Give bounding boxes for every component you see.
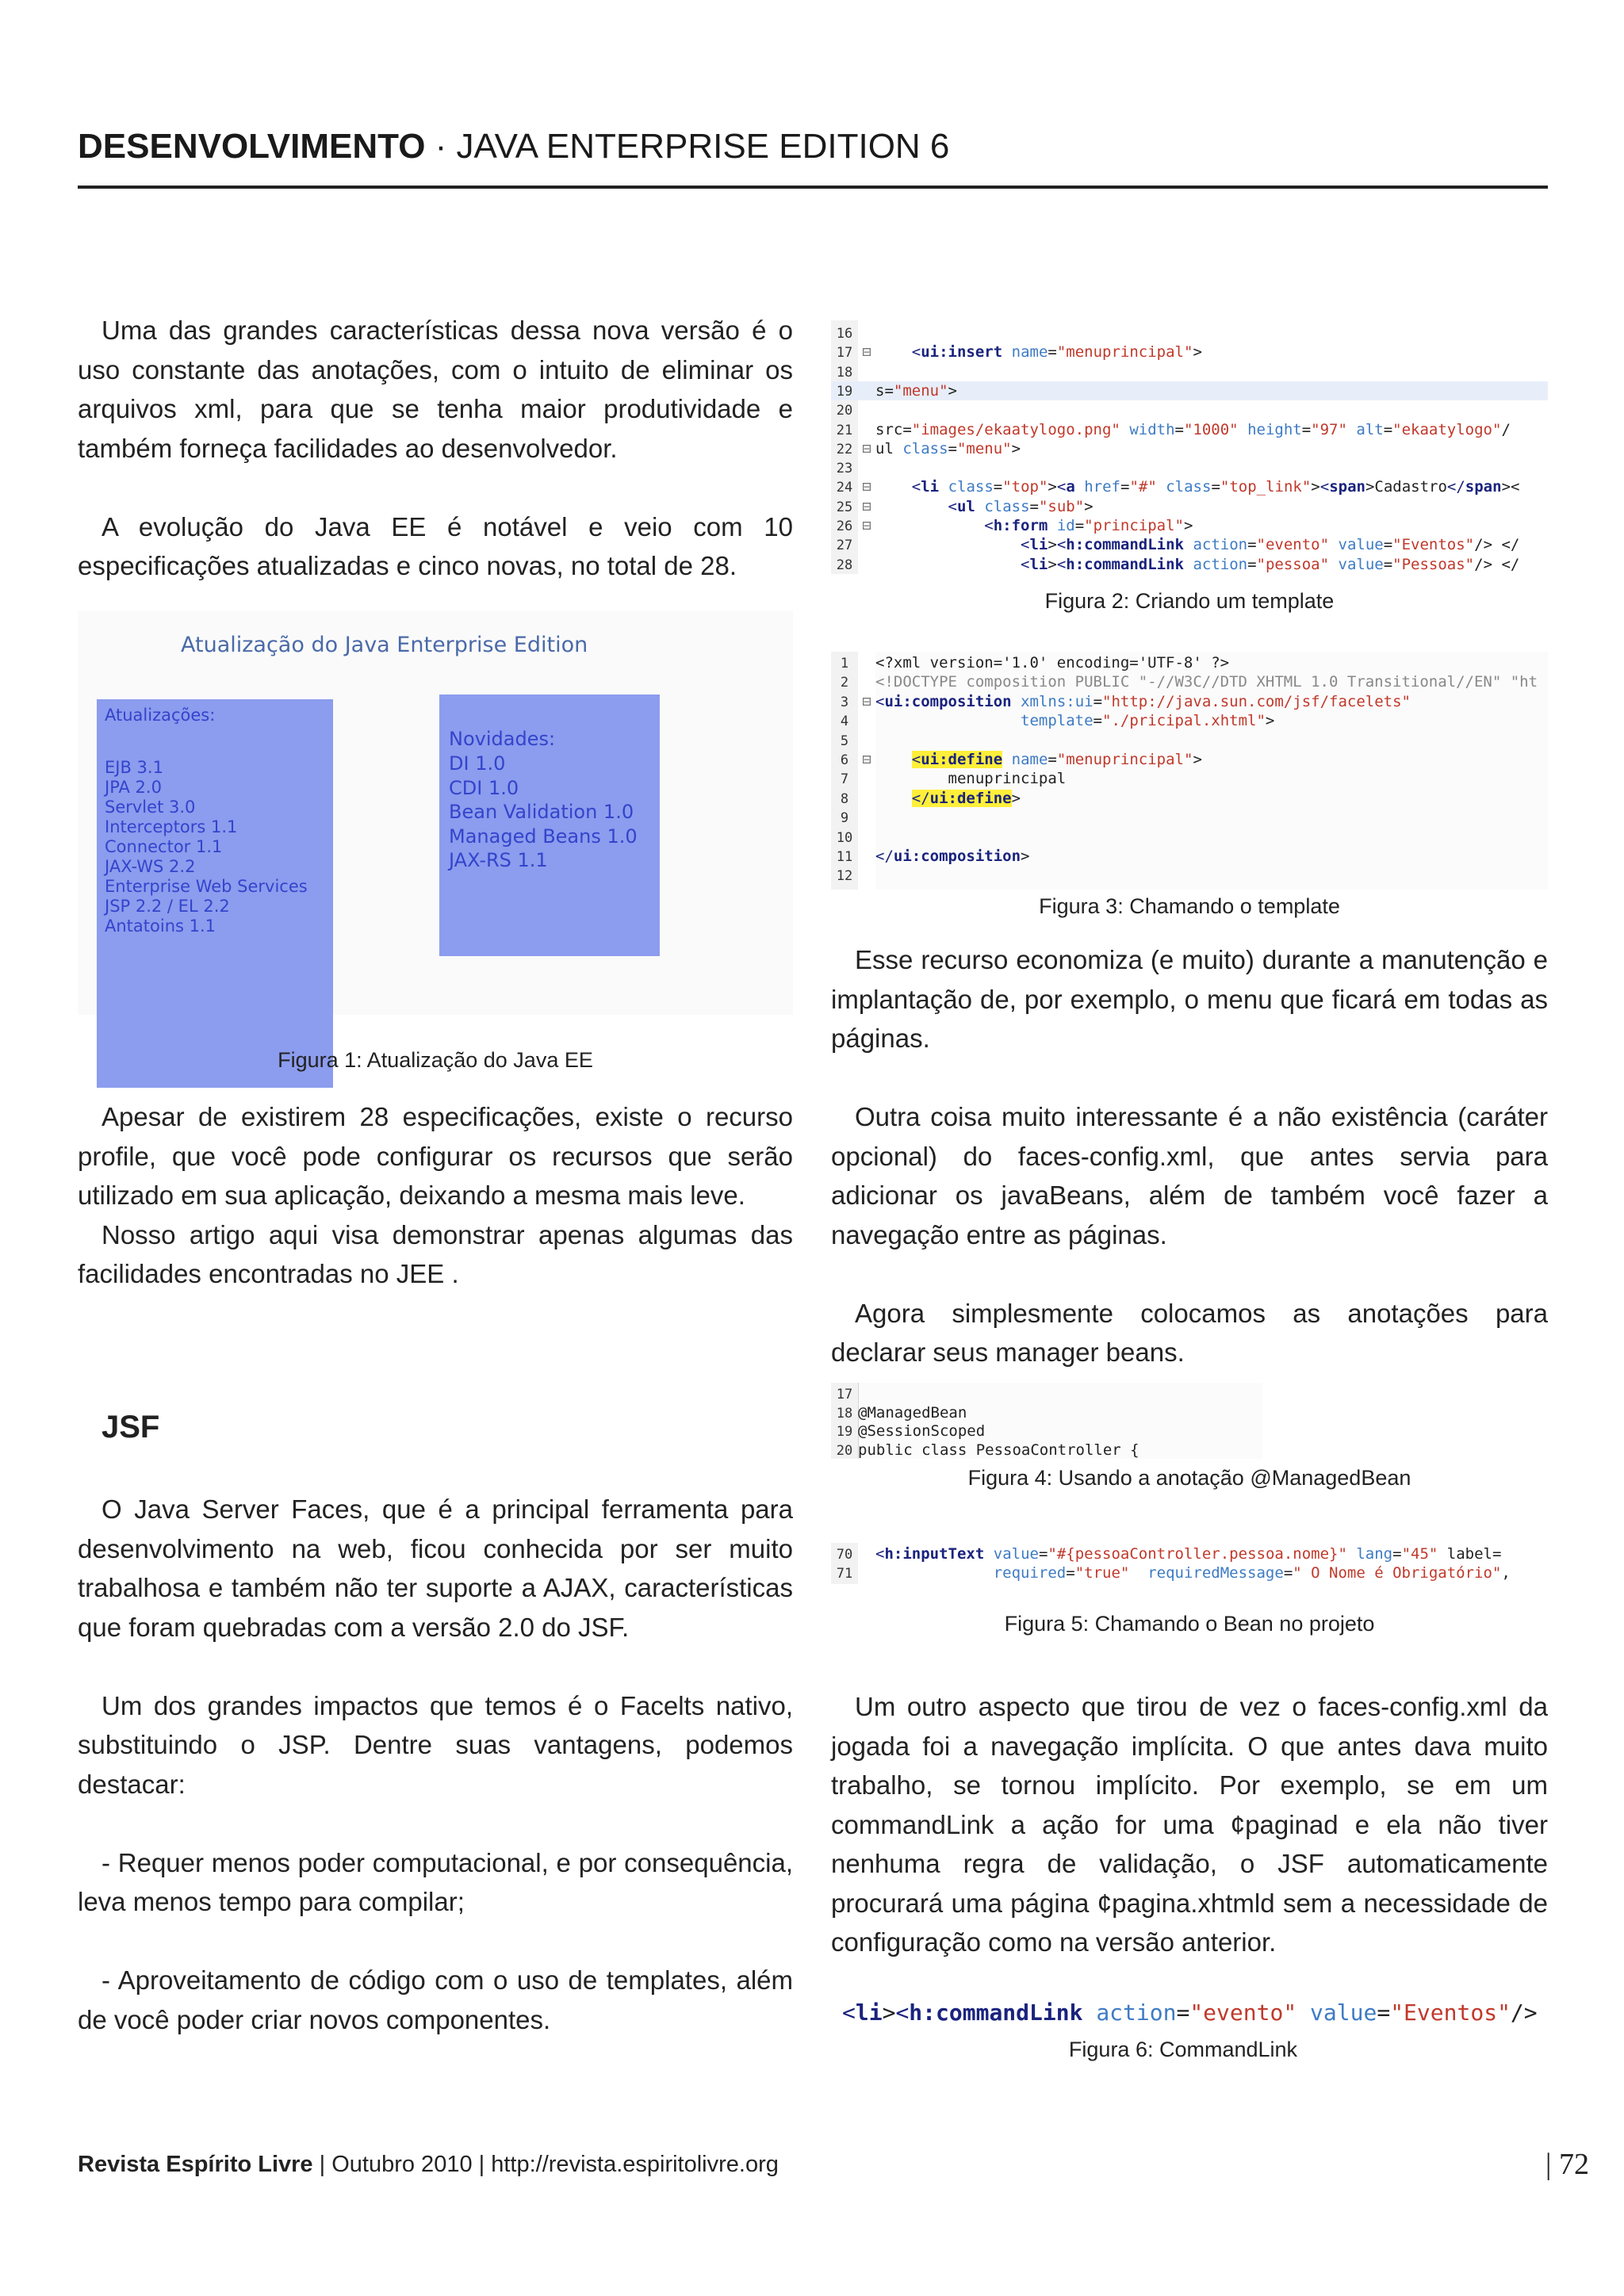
code-line: [831, 1403, 1262, 1422]
list-item: Servlet 3.0: [105, 798, 196, 817]
code-text: ul class="menu">: [875, 439, 1021, 457]
code-line: [831, 866, 1548, 885]
list-item: Managed Beans 1.0: [449, 825, 638, 848]
line-number: 6: [840, 752, 849, 768]
page-footer: [78, 2152, 779, 2178]
line-number: 22: [836, 441, 853, 457]
figure-3-caption: Figura 3: Chamando o template: [1039, 894, 1340, 918]
code-text: @SessionScoped: [858, 1422, 986, 1440]
code-text: <li><h:commandLink action="evento" value="Eventos"/> </: [1021, 536, 1520, 554]
fold-toggle-icon[interactable]: ⊟: [862, 497, 871, 515]
fold-toggle-icon[interactable]: ⊟: [862, 517, 871, 534]
list-item: JPA 2.0: [105, 778, 162, 797]
paragraph: Agora simplesmente colocamos as anotações para declarar seus manager beans.: [831, 1298, 1548, 1367]
code-line: [831, 731, 1548, 750]
paragraph: - Aproveitamento de código com o uso de templates, além de você poder criar novos componentes.: [78, 1965, 793, 2034]
code-text: </ui:define>: [911, 789, 1021, 807]
line-number: 26: [836, 519, 853, 534]
updates-box: [97, 699, 333, 1088]
line-number: 70: [836, 1547, 853, 1563]
code-text: <h:form id="principal">: [984, 517, 1193, 534]
code-line: [831, 750, 1548, 769]
line-number: 18: [836, 1405, 853, 1422]
line-number: 25: [836, 499, 853, 515]
list-item: JAX-WS 2.2: [105, 857, 196, 876]
header-rule: [78, 186, 1548, 189]
magazine-url[interactable]: http://revista.espiritolivre.org: [491, 2152, 779, 2177]
code-text: <li><h:commandLink action="pessoa" value="Pessoas"/> </: [1021, 555, 1520, 573]
code-line: [831, 1422, 1262, 1441]
code-text: <?xml version='1.0' encoding='UTF-8' ?>: [875, 654, 1230, 672]
updates-heading: Atualizações:: [105, 706, 216, 725]
line-number: 24: [836, 480, 853, 496]
code-line: [831, 1544, 1548, 1563]
code-line: [831, 808, 1548, 827]
code-text: public class PessoaController {: [858, 1441, 1139, 1459]
code-line: [831, 323, 1548, 342]
code-line: [831, 555, 1548, 574]
code-text: <ul class="sub">: [948, 497, 1094, 515]
fold-toggle-icon[interactable]: ⊟: [862, 692, 871, 710]
code-line: [831, 439, 1548, 458]
code-line: [831, 769, 1548, 788]
code-line: [831, 672, 1548, 691]
news-list: [449, 752, 638, 873]
code-text: <!DOCTYPE composition PUBLIC "-//W3C//DTD XHTML 1.0 Transitional//EN" "ht: [875, 673, 1538, 691]
list-item: EJB 3.1: [105, 758, 163, 777]
code-line: [831, 400, 1548, 419]
line-number: 19: [836, 383, 853, 400]
code-line: [831, 477, 1548, 496]
fold-toggle-icon[interactable]: ⊟: [862, 343, 871, 362]
list-item: Enterprise Web Services: [105, 877, 308, 896]
code-line: [831, 342, 1548, 362]
line-number: 17: [836, 345, 853, 362]
right-column-bottom: [831, 1687, 1548, 1962]
left-column-bottom: [78, 1490, 793, 2039]
section-heading-jsf: JSF: [102, 1410, 160, 1445]
code-text: src="images/ekaatylogo.png" width="1000" height="97" alt="ekaatylogo"/: [875, 420, 1511, 438]
page-header: [78, 127, 949, 166]
code-text: @ManagedBean: [858, 1403, 967, 1422]
code-line: [831, 362, 1548, 381]
code-line: [831, 653, 1548, 672]
line-number: 19: [836, 1424, 853, 1440]
line-number: 2: [840, 675, 849, 691]
magazine-name: Revista Espírito Livre: [78, 2152, 313, 2177]
figure-6-code: <li><h:commandLink action="evento" value="Eventos"/>: [842, 1999, 1538, 2026]
left-column-top: [78, 311, 793, 586]
header-separator: ·: [425, 127, 457, 166]
line-number: 20: [836, 1442, 853, 1459]
code-line: [831, 711, 1548, 730]
line-number: 3: [840, 694, 849, 710]
line-number: 7: [840, 771, 849, 788]
figure-3-code: [831, 652, 1548, 890]
paragraph: A evolução do Java EE é notável e veio com 10 especificações atualizadas e cinco novas, no total de 28.: [78, 511, 793, 580]
line-number: 1: [840, 656, 849, 672]
paragraph: Apesar de existirem 28 especificações, existe o recurso profile, que você pode configurar os recursos que serão utilizado em sua aplicação, deixando a mesma mais leve.: [78, 1102, 793, 1210]
line-number: 4: [840, 714, 849, 730]
paragraph: Um dos grandes impactos que temos é o Facelts nativo, substituindo o JSP. Dentre suas vantagens, podemos destacar:: [78, 1690, 793, 1799]
footer-separator: |: [472, 2152, 492, 2177]
code-text: <ui:define name="menuprincipal">: [911, 751, 1202, 768]
list-item: Interceptors 1.1: [105, 817, 238, 836]
list-item: JAX-RS 1.1: [449, 849, 548, 871]
topic-title: JAVA ENTERPRISE EDITION 6: [456, 127, 950, 166]
figure-5-code: [831, 1543, 1548, 1584]
line-number: 27: [836, 538, 853, 554]
line-number: 23: [836, 461, 853, 477]
code-text: </ui:composition>: [875, 848, 1030, 865]
code-text: required="true" requiredMessage=" O Nome é Obrigatório",: [993, 1564, 1511, 1582]
news-box: [439, 695, 660, 956]
code-line: [831, 692, 1548, 711]
paragraph: Nosso artigo aqui visa demonstrar apenas algumas das facilidades encontradas no JEE .: [78, 1219, 793, 1288]
line-number: 18: [836, 364, 853, 381]
list-item: CDI 1.0: [449, 776, 519, 799]
list-item: JSP 2.2 / EL 2.2: [105, 897, 230, 916]
figure-5-caption: Figura 5: Chamando o Bean no projeto: [1004, 1612, 1375, 1636]
line-number: 9: [840, 810, 849, 827]
line-number: 10: [836, 829, 853, 846]
code-line: [831, 847, 1548, 866]
code-line: [831, 535, 1548, 554]
footer-separator: |: [312, 2152, 332, 2177]
right-column-top: [831, 940, 1548, 1372]
code-line: [831, 458, 1548, 477]
paragraph: Um outro aspecto que tirou de vez o faces-config.xml da jogada foi a navegação implícita. O que antes dava muito trabalho, se tornou implícito. Por exemplo, se em um commandLink a ação for uma ¢paginad e ela não tiver nenhuma regra de validação, o JSF automaticamente procurará uma página ¢pagina.xhtmld sem a necessidade de configuração como na versão anterior.: [831, 1692, 1548, 1957]
code-text: <li class="top"><a href="#" class="top_link"><span>Cadastro</span><: [911, 478, 1520, 496]
code-line: [831, 420, 1548, 439]
code-line: [831, 789, 1548, 808]
line-number: 17: [836, 1387, 853, 1402]
figure-1-title: Atualização do Java Enterprise Edition: [181, 633, 588, 657]
line-number: 16: [836, 326, 853, 342]
paragraph: O Java Server Faces, que é a principal ferramenta para desenvolvimento na web, ficou conhecida por ser muito trabalhosa e também não ter suporte a AJAX, características que foram quebradas com a versão 2.0 do JSF.: [78, 1494, 793, 1642]
line-number: 28: [836, 557, 853, 573]
code-line: [831, 516, 1548, 535]
updates-list: [105, 758, 308, 936]
code-line: [831, 497, 1548, 516]
code-text: menuprincipal: [875, 770, 1067, 788]
paragraph: - Requer menos poder computacional, e por consequência, leva menos tempo para compilar;: [78, 1847, 793, 1916]
code-text: <ui:insert name="menuprincipal">: [911, 343, 1202, 362]
figure-1-caption: Figura 1: Atualização do Java EE: [278, 1048, 593, 1072]
figure-2-code: [831, 320, 1548, 574]
figure-2-caption: Figura 2: Criando um template: [1044, 589, 1335, 613]
line-number: 5: [840, 733, 849, 749]
issue-date: Outubro 2010: [331, 2152, 473, 2177]
line-number: 20: [836, 403, 853, 419]
code-text: template="./pricipal.xhtml">: [1021, 712, 1275, 730]
code-line: [831, 381, 1548, 400]
paragraph: Esse recurso economiza (e muito) durante a manutenção e implantação de, por exemplo, o menu que ficará em todas as páginas.: [831, 945, 1548, 1053]
code-line: [831, 1563, 1548, 1582]
code-text: <h:inputText value="#{pessoaController.pessoa.nome}" lang="45" label=: [875, 1545, 1502, 1563]
paragraph: Uma das grandes características dessa nova versão é o uso constante das anotações, com o intuito de eliminar os arquivos xml, para que se tenha maior produtividade e também forneça facilidades ao desenvolvedor.: [78, 316, 793, 463]
fold-toggle-icon[interactable]: ⊟: [862, 439, 871, 457]
code-line: [831, 1384, 1262, 1403]
paragraph: Outra coisa muito interessante é a não existência (caráter opcional) do faces-config.xml, que antes servia para adicionar os javaBeans, além de também você fazer a navegação entre as páginas.: [831, 1102, 1548, 1249]
line-number: 21: [836, 422, 853, 438]
code-text: s="menu">: [875, 381, 957, 400]
figure-4-caption: Figura 4: Usando a anotação @ManagedBean: [967, 1466, 1411, 1490]
section-title: DESENVOLVIMENTO: [78, 127, 426, 166]
line-number: 71: [836, 1566, 853, 1582]
fold-toggle-icon[interactable]: ⊟: [862, 751, 871, 768]
code-line: [831, 1441, 1262, 1460]
line-number: 8: [840, 790, 849, 807]
figure-6-caption: Figura 6: CommandLink: [1068, 2038, 1298, 2061]
line-number: 11: [836, 849, 853, 865]
fold-toggle-icon[interactable]: ⊟: [862, 478, 871, 496]
figure-1-diagram: [78, 610, 793, 1015]
list-item: DI 1.0: [449, 752, 506, 775]
list-item: Bean Validation 1.0: [449, 801, 634, 823]
page-number: | 72: [1545, 2148, 1589, 2181]
list-item: Connector 1.1: [105, 837, 223, 856]
left-column-middle: [78, 1097, 793, 1294]
code-text: <ui:composition xmlns:ui="http://java.sun.com/jsf/facelets": [875, 692, 1411, 710]
news-heading: Novidades:: [449, 728, 556, 750]
figure-4-code: [831, 1383, 1262, 1459]
list-item: Antatoins 1.1: [105, 916, 216, 936]
code-line: [831, 828, 1548, 847]
line-number: 12: [836, 868, 853, 885]
